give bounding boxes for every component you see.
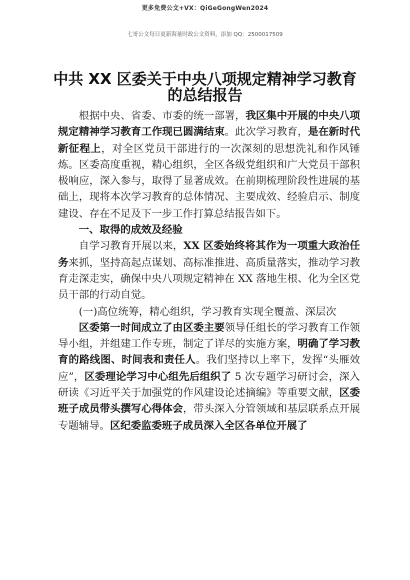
sub-text-7: 区委班子成员带头撰写心得体会	[58, 387, 361, 416]
document-title: 中共 XX 区委关于中央八项规定精神学习教育的总结报告	[53, 70, 357, 104]
sub-text-4: 。我们坚持以上率下，发挥“头雁效应”，	[58, 354, 361, 383]
section-heading: 一、取得的成效及经验	[78, 224, 183, 237]
sub-text-1: 区委第一时间成立了由区委主要	[78, 321, 225, 334]
watermark-line: 更多免费公文+VX：QiGeGongWen2024	[141, 5, 269, 12]
sub-text-8: ，带头深入分管领域和基层联系点开展专题辅导。	[58, 403, 361, 432]
intro-text-1: 根据中央、省委、市委的统一部署，	[78, 110, 246, 122]
subsection-paragraph	[58, 320, 360, 434]
section-text-1: 自学习教育开展以来，	[78, 240, 184, 253]
source-note: 七哥公文每日更新海量时政公文资料，添加 QQ：2500017509	[127, 32, 283, 38]
sub-text-5: 区委理论学习中心组先后组织了	[84, 370, 232, 383]
intro-paragraph	[58, 108, 360, 222]
intro-text-3: 。此次学习教育，	[224, 126, 308, 139]
section-paragraph	[58, 238, 360, 303]
subsection-heading: (一)高位统筹，精心组织，学习教育实现全覆盖、深层次	[78, 305, 337, 318]
intro-text-5: ，对全区党员干部进行的一次深刻的思想洗礼和作风锤炼。区委高度重视，精心组织，全区各级党组织和广大党员干部积极响应，深入参与，取得了显著成效。在前期梳理阶段性进展的基础上，现将本次学习教育的总体情况、主要成效、经验启示、制度建设、存在不足及下一步工作打算总结报告如下。	[58, 142, 360, 220]
section-text-2: XX 区委始终将其作为一项重大政治任务	[58, 240, 361, 269]
sub-text-9: 区纪委监委班子成员深入全区各单位开展了	[109, 419, 308, 432]
sub-text-2: 领导任组长的学习教育工作领导小组，并组建工作专班，制定了详尽的实施方案，	[58, 321, 361, 351]
sub-text-3: 明确了学习教育的路线图、时间表和责任人	[58, 338, 361, 367]
intro-text-4: 是在新时代新征程上	[58, 126, 361, 155]
sub-text-6: 5 次专题学习研讨会，深入研读《习近平关于加强党的作风建设论述摘编》等重要文献，	[58, 370, 361, 400]
intro-text-2: 我区集中开展的中央八项规定精神学习教育工作现已圆满结束	[58, 110, 361, 139]
section-text-3: 来抓，坚持高起点谋划、高标准推进、高质量落实，推动学习教育走深走实，确保中央八项规定精神在 XX 落地生根、化为全区党员干部的行动自觉。	[58, 256, 361, 302]
document-body	[58, 108, 360, 434]
